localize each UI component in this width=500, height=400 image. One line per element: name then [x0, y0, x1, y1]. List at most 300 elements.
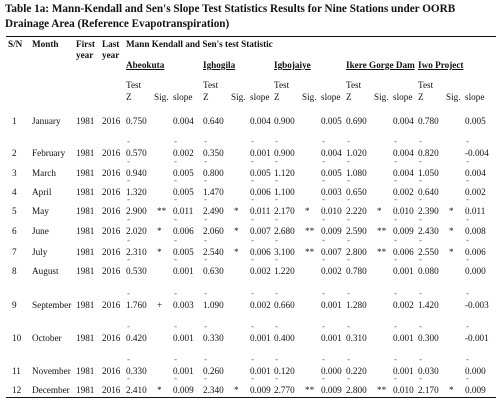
header-sn: S/N: [8, 39, 23, 49]
sig-label: Sig.: [302, 92, 317, 102]
cell-z-value: 0.640: [203, 116, 224, 126]
separator-dash: [251, 254, 254, 265]
separator-dash: [394, 136, 397, 147]
cell-z-value: 2.390: [418, 206, 439, 216]
cell-slope-value: 0.008: [465, 226, 486, 236]
separator-dash: [322, 214, 325, 225]
separator-dash: [394, 175, 397, 186]
separator-dash: [275, 235, 278, 246]
row-sn: 12: [12, 385, 22, 395]
separator-dash: [275, 136, 278, 147]
separator-dash: [204, 254, 207, 265]
cell-slope-value: 0.002: [250, 266, 271, 276]
cell-z-value: 0.530: [126, 266, 147, 276]
test-label: Test: [274, 80, 290, 90]
row-last-year: 2016: [102, 168, 121, 178]
separator-dash: [466, 214, 469, 225]
row-month: October: [32, 333, 62, 343]
cell-slope-value: 0.007: [250, 226, 271, 236]
separator-dash: [127, 288, 130, 299]
row-first-year: 1981: [76, 385, 95, 395]
cell-z-value: 0.750: [126, 116, 147, 126]
separator-dash: [347, 254, 350, 265]
separator-dash: [204, 136, 207, 147]
cell-slope-value: 0.006: [250, 187, 271, 197]
separator-dash: [394, 156, 397, 167]
row-first-year: 1981: [76, 187, 95, 197]
cell-z-value: 2.490: [203, 206, 224, 216]
separator-dash: [204, 175, 207, 186]
row-last-year: 2016: [102, 366, 121, 376]
row-last-year: 2016: [102, 247, 121, 257]
separator-dash: [251, 235, 254, 246]
separator-dash: [466, 288, 469, 299]
row-last-year: 2016: [102, 300, 121, 310]
cell-z-value: 0.420: [126, 333, 147, 343]
cell-z-value: 1.320: [126, 187, 147, 197]
cell-significance: **: [305, 385, 315, 395]
cell-significance: *: [449, 247, 454, 257]
cell-slope-value: 0.001: [250, 333, 271, 343]
cell-z-value: 0.900: [274, 148, 295, 158]
separator-dash: [466, 235, 469, 246]
table-top-rule: [6, 36, 496, 37]
row-sn: 3: [12, 168, 17, 178]
cell-z-value: 2.540: [203, 247, 224, 257]
row-month: December: [32, 385, 70, 395]
cell-z-value: 2.800: [346, 247, 367, 257]
separator-dash: [322, 354, 325, 365]
cell-slope-value: 0.003: [173, 300, 194, 310]
cell-z-value: 3.100: [274, 247, 295, 257]
cell-significance: *: [305, 206, 310, 216]
row-first-year: 1981: [76, 226, 95, 236]
separator-dash: [322, 156, 325, 167]
cell-z-value: 1.090: [203, 300, 224, 310]
separator-dash: [394, 373, 397, 384]
separator-dash: [394, 321, 397, 332]
separator-dash: [347, 214, 350, 225]
separator-dash: [322, 235, 325, 246]
separator-dash: [174, 156, 177, 167]
cell-z-value: 1.120: [274, 168, 295, 178]
cell-slope-value: 0.002: [173, 148, 194, 158]
separator-dash: [466, 354, 469, 365]
cell-slope-value: 0.000: [465, 266, 486, 276]
cell-z-value: 0.030: [418, 366, 439, 376]
separator-dash: [204, 373, 207, 384]
separator-dash: [347, 373, 350, 384]
cell-significance: *: [157, 247, 162, 257]
cell-z-value: 2.410: [126, 385, 147, 395]
cell-slope-value: 0.004: [321, 148, 342, 158]
cell-slope-value: 0.009: [173, 385, 194, 395]
cell-significance: *: [157, 226, 162, 236]
slope-label: slope: [250, 92, 270, 102]
cell-slope-value: 0.001: [250, 148, 271, 158]
separator-dash: [127, 354, 130, 365]
cell-z-value: 2.680: [274, 226, 295, 236]
separator-dash: [251, 136, 254, 147]
cell-z-value: 0.780: [346, 266, 367, 276]
cell-slope-value: 0.002: [393, 187, 414, 197]
cell-z-value: 0.330: [203, 333, 224, 343]
cell-slope-value: 0.009: [321, 226, 342, 236]
separator-dash: [174, 254, 177, 265]
separator-dash: [275, 175, 278, 186]
cell-slope-value: 0.005: [465, 116, 486, 126]
cell-slope-value: 0.006: [250, 247, 271, 257]
cell-slope-value: 0.001: [173, 366, 194, 376]
separator-dash: [419, 214, 422, 225]
separator-dash: [347, 321, 350, 332]
separator-dash: [275, 156, 278, 167]
cell-slope-value: 0.004: [465, 168, 486, 178]
separator-dash: [347, 175, 350, 186]
cell-z-value: 0.640: [418, 187, 439, 197]
cell-slope-value: 0.011: [173, 206, 194, 216]
station-header-4: Iwo Project: [418, 60, 464, 70]
row-last-year: 2016: [102, 226, 121, 236]
sig-label: Sig.: [154, 92, 169, 102]
cell-slope-value: 0.002: [321, 266, 342, 276]
separator-dash: [322, 175, 325, 186]
cell-z-value: 0.650: [346, 187, 367, 197]
row-month: March: [32, 168, 56, 178]
row-last-year: 2016: [102, 266, 121, 276]
cell-significance: *: [234, 226, 239, 236]
cell-slope-value: 0.005: [173, 247, 194, 257]
cell-z-value: 0.120: [274, 366, 295, 376]
row-first-year: 1981: [76, 206, 95, 216]
separator-dash: [275, 254, 278, 265]
separator-dash: [204, 354, 207, 365]
separator-dash: [394, 214, 397, 225]
row-first-year: 1981: [76, 266, 95, 276]
row-last-year: 2016: [102, 333, 121, 343]
row-first-year: 1981: [76, 116, 95, 126]
separator-dash: [394, 235, 397, 246]
cell-z-value: 0.800: [203, 168, 224, 178]
cell-significance: *: [234, 247, 239, 257]
cell-significance: *: [449, 226, 454, 236]
row-month: February: [32, 148, 66, 158]
separator-dash: [127, 194, 130, 205]
separator-dash: [127, 214, 130, 225]
row-sn: 9: [12, 300, 17, 310]
cell-slope-value: 0.005: [321, 168, 342, 178]
row-month: April: [32, 187, 52, 197]
cell-slope-value: 0.010: [321, 206, 342, 216]
cell-z-value: 0.940: [126, 168, 147, 178]
row-last-year: 2016: [102, 148, 121, 158]
separator-dash: [419, 136, 422, 147]
cell-slope-value: 0.003: [321, 187, 342, 197]
cell-z-value: 1.220: [274, 266, 295, 276]
row-sn: 7: [12, 247, 17, 257]
cell-slope-value: 0.001: [173, 333, 194, 343]
separator-dash: [174, 373, 177, 384]
cell-slope-value: 0.007: [321, 247, 342, 257]
separator-dash: [251, 288, 254, 299]
cell-slope-value: 0.002: [250, 300, 271, 310]
row-sn: 1: [12, 116, 17, 126]
separator-dash: [419, 175, 422, 186]
cell-z-value: 0.400: [274, 333, 295, 343]
cell-significance: *: [377, 206, 382, 216]
cell-significance: **: [305, 247, 315, 257]
separator-dash: [394, 254, 397, 265]
station-header-1: Ighogila: [203, 60, 236, 70]
cell-slope-value: -0.001: [465, 333, 489, 343]
header-first-year-line1: First: [76, 39, 95, 49]
cell-slope-value: 0.001: [393, 266, 414, 276]
separator-dash: [127, 235, 130, 246]
separator-dash: [204, 288, 207, 299]
cell-significance: *: [449, 206, 454, 216]
cell-slope-value: 0.000: [321, 366, 342, 376]
cell-z-value: 2.430: [418, 226, 439, 236]
separator-dash: [322, 194, 325, 205]
cell-z-value: 2.340: [203, 385, 224, 395]
cell-z-value: 0.780: [418, 116, 439, 126]
cell-slope-value: 0.002: [465, 187, 486, 197]
cell-z-value: 0.310: [346, 333, 367, 343]
row-last-year: 2016: [102, 116, 121, 126]
separator-dash: [127, 156, 130, 167]
cell-z-value: 0.570: [126, 148, 147, 158]
row-sn: 5: [12, 206, 17, 216]
cell-slope-value: 0.009: [393, 226, 414, 236]
cell-slope-value: 0.004: [393, 116, 414, 126]
cell-slope-value: -0.004: [465, 148, 489, 158]
row-last-year: 2016: [102, 385, 121, 395]
z-label: Z: [274, 92, 280, 102]
sig-label: Sig.: [374, 92, 389, 102]
station-header-3: Ikere Gorge Dam: [346, 60, 415, 70]
cell-slope-value: 0.005: [173, 168, 194, 178]
test-label: Test: [346, 80, 362, 90]
test-label: Test: [126, 80, 142, 90]
separator-dash: [466, 175, 469, 186]
row-first-year: 1981: [76, 366, 95, 376]
separator-dash: [419, 235, 422, 246]
cell-significance: *: [234, 206, 239, 216]
cell-significance: **: [157, 206, 167, 216]
cell-significance: **: [305, 226, 315, 236]
row-sn: 8: [12, 266, 17, 276]
cell-slope-value: 0.001: [250, 366, 271, 376]
cell-z-value: 1.420: [418, 300, 439, 310]
separator-dash: [394, 288, 397, 299]
separator-dash: [347, 288, 350, 299]
row-first-year: 1981: [76, 148, 95, 158]
separator-dash: [419, 156, 422, 167]
separator-dash: [127, 136, 130, 147]
cell-slope-value: 0.004: [173, 116, 194, 126]
row-sn: 11: [12, 366, 21, 376]
slope-label: slope: [465, 92, 485, 102]
separator-dash: [127, 373, 130, 384]
cell-z-value: 2.550: [418, 247, 439, 257]
separator-dash: [466, 321, 469, 332]
row-month: July: [32, 247, 48, 257]
cell-z-value: 1.080: [346, 168, 367, 178]
row-month: November: [32, 366, 71, 376]
separator-dash: [419, 373, 422, 384]
separator-dash: [174, 136, 177, 147]
cell-slope-value: 0.009: [465, 385, 486, 395]
test-label: Test: [418, 80, 434, 90]
cell-slope-value: 0.006: [465, 247, 486, 257]
separator-dash: [322, 254, 325, 265]
z-label: Z: [346, 92, 352, 102]
separator-dash: [275, 194, 278, 205]
cell-slope-value: 0.006: [173, 226, 194, 236]
separator-dash: [251, 373, 254, 384]
separator-dash: [174, 194, 177, 205]
cell-z-value: 0.630: [203, 266, 224, 276]
separator-dash: [204, 214, 207, 225]
row-month: June: [32, 226, 49, 236]
z-label: Z: [203, 92, 209, 102]
separator-dash: [347, 235, 350, 246]
separator-dash: [322, 321, 325, 332]
row-last-year: 2016: [102, 206, 121, 216]
cell-slope-value: 0.010: [393, 385, 414, 395]
separator-dash: [127, 175, 130, 186]
cell-z-value: 2.220: [346, 206, 367, 216]
row-sn: 4: [12, 187, 17, 197]
cell-z-value: 2.800: [346, 385, 367, 395]
cell-slope-value: 0.000: [465, 366, 486, 376]
cell-significance: **: [377, 385, 387, 395]
separator-dash: [466, 254, 469, 265]
cell-z-value: 2.170: [418, 385, 439, 395]
separator-dash: [251, 156, 254, 167]
row-sn: 6: [12, 226, 17, 236]
separator-dash: [275, 288, 278, 299]
cell-z-value: 1.020: [346, 148, 367, 158]
separator-dash: [419, 254, 422, 265]
table-bottom-rule: [6, 397, 496, 398]
separator-dash: [419, 321, 422, 332]
cell-z-value: 2.900: [126, 206, 147, 216]
slope-label: slope: [393, 92, 413, 102]
cell-slope-value: 0.001: [321, 300, 342, 310]
separator-dash: [322, 373, 325, 384]
cell-z-value: 0.330: [126, 366, 147, 376]
cell-significance: *: [234, 385, 239, 395]
separator-dash: [275, 354, 278, 365]
separator-dash: [204, 194, 207, 205]
separator-dash: [275, 373, 278, 384]
separator-dash: [322, 136, 325, 147]
header-month: Month: [32, 39, 59, 49]
header-first-year-line2: year: [76, 50, 94, 60]
separator-dash: [347, 354, 350, 365]
separator-dash: [204, 321, 207, 332]
cell-slope-value: 0.001: [393, 333, 414, 343]
cell-slope-value: -0.003: [465, 300, 489, 310]
separator-dash: [174, 214, 177, 225]
separator-dash: [347, 156, 350, 167]
cell-z-value: 1.280: [346, 300, 367, 310]
cell-z-value: 1.760: [126, 300, 147, 310]
cell-slope-value: 0.011: [465, 206, 486, 216]
cell-slope-value: 0.004: [393, 168, 414, 178]
separator-dash: [394, 354, 397, 365]
cell-slope-value: 0.005: [321, 116, 342, 126]
separator-dash: [419, 194, 422, 205]
row-sn: 10: [12, 333, 22, 343]
cell-z-value: 0.900: [274, 116, 295, 126]
separator-dash: [251, 354, 254, 365]
cell-slope-value: 0.001: [321, 333, 342, 343]
row-month: September: [32, 300, 72, 310]
cell-significance: **: [377, 226, 387, 236]
cell-z-value: 2.590: [346, 226, 367, 236]
slope-label: slope: [173, 92, 193, 102]
separator-dash: [394, 194, 397, 205]
cell-significance: *: [157, 385, 162, 395]
cell-z-value: 1.470: [203, 187, 224, 197]
row-last-year: 2016: [102, 187, 121, 197]
separator-dash: [174, 175, 177, 186]
cell-slope-value: 0.009: [250, 385, 271, 395]
cell-slope-value: 0.004: [393, 148, 414, 158]
separator-dash: [466, 156, 469, 167]
separator-dash: [174, 321, 177, 332]
sig-label: Sig.: [231, 92, 246, 102]
cell-significance: +: [157, 300, 163, 310]
row-month: January: [32, 116, 61, 126]
separator-dash: [127, 254, 130, 265]
separator-dash: [466, 194, 469, 205]
cell-z-value: 0.300: [418, 333, 439, 343]
header-last-year-line1: Last: [102, 39, 120, 49]
cell-significance: **: [377, 247, 387, 257]
station-header-0: Abeokuta: [126, 60, 165, 70]
separator-dash: [347, 194, 350, 205]
separator-dash: [466, 373, 469, 384]
cell-z-value: 2.020: [126, 226, 147, 236]
separator-dash: [466, 136, 469, 147]
separator-dash: [251, 214, 254, 225]
header-group: Mann Kendall and Sen's test Statistic: [126, 39, 273, 49]
separator-dash: [419, 288, 422, 299]
cell-significance: *: [449, 385, 454, 395]
row-first-year: 1981: [76, 300, 95, 310]
row-month: August: [32, 266, 59, 276]
separator-dash: [204, 156, 207, 167]
separator-dash: [127, 321, 130, 332]
cell-z-value: 0.260: [203, 366, 224, 376]
test-label: Test: [203, 80, 219, 90]
cell-z-value: 0.690: [346, 116, 367, 126]
cell-slope-value: 0.002: [393, 300, 414, 310]
row-month: May: [32, 206, 49, 216]
cell-z-value: 1.050: [418, 168, 439, 178]
separator-dash: [251, 321, 254, 332]
cell-slope-value: 0.001: [393, 366, 414, 376]
cell-slope-value: 0.009: [321, 385, 342, 395]
cell-z-value: 1.100: [274, 187, 295, 197]
cell-z-value: 2.310: [126, 247, 147, 257]
separator-dash: [275, 214, 278, 225]
cell-slope-value: 0.005: [250, 168, 271, 178]
cell-slope-value: 0.001: [173, 266, 194, 276]
